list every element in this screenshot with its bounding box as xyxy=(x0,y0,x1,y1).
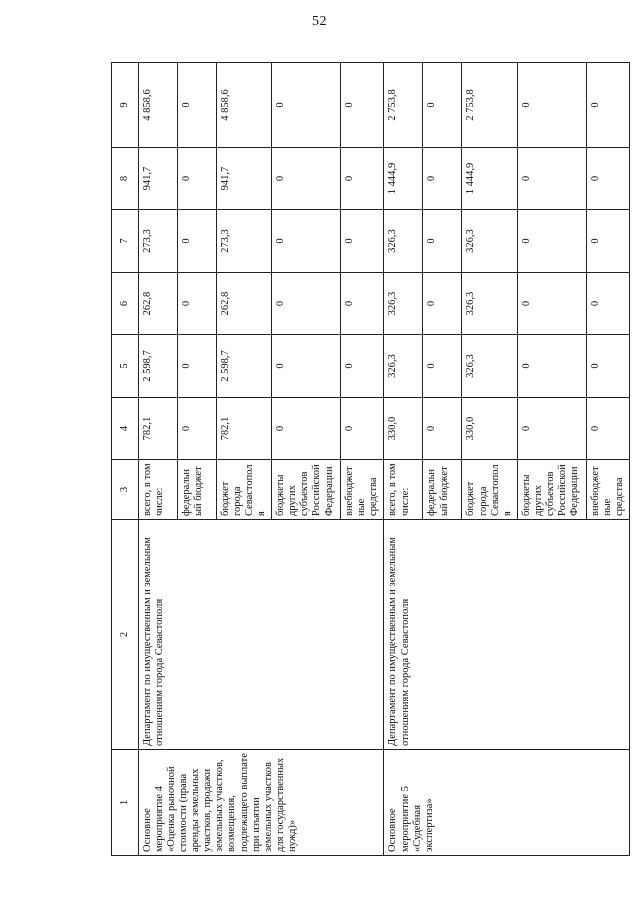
col-header-3: 3 xyxy=(112,460,139,520)
value-cell: 0 xyxy=(423,335,462,398)
value-cell: 0 xyxy=(423,273,462,335)
source-cell: внебюджетные средства xyxy=(586,460,629,520)
value-cell: 0 xyxy=(178,398,217,460)
value-cell: 0 xyxy=(423,148,462,210)
value-cell: 0 xyxy=(341,210,384,273)
value-cell: 0 xyxy=(586,63,629,148)
value-cell: 0 xyxy=(272,273,341,335)
source-cell: бюджеты других субъектов Российской Федерации xyxy=(517,460,586,520)
value-cell: 326,3 xyxy=(384,273,423,335)
value-cell: 0 xyxy=(517,63,586,148)
source-cell: федеральный бюджет xyxy=(178,460,217,520)
value-cell: 0 xyxy=(586,273,629,335)
col-header-4: 4 xyxy=(112,398,139,460)
source-cell: бюджет города Севастополя xyxy=(217,460,272,520)
value-cell: 1 444,9 xyxy=(462,148,517,210)
value-cell: 0 xyxy=(586,398,629,460)
header-row xyxy=(112,63,139,856)
value-cell: 0 xyxy=(517,335,586,398)
value-cell: 4 858,6 xyxy=(217,63,272,148)
funding-table xyxy=(111,62,630,856)
value-cell: 273,3 xyxy=(139,210,178,273)
value-cell: 0 xyxy=(178,148,217,210)
page-number: 52 xyxy=(312,14,327,29)
value-cell: 782,1 xyxy=(139,398,178,460)
value-cell: 326,3 xyxy=(462,335,517,398)
value-cell: 326,3 xyxy=(384,210,423,273)
value-cell: 0 xyxy=(272,335,341,398)
value-cell: 0 xyxy=(423,398,462,460)
value-cell: 2 598,7 xyxy=(217,335,272,398)
value-cell: 2 753,8 xyxy=(462,63,517,148)
value-cell: 0 xyxy=(423,210,462,273)
value-cell: 0 xyxy=(517,273,586,335)
source-cell: федеральный бюджет xyxy=(423,460,462,520)
value-cell: 0 xyxy=(341,335,384,398)
value-cell: 0 xyxy=(517,210,586,273)
value-cell: 330,0 xyxy=(384,398,423,460)
value-cell: 0 xyxy=(517,398,586,460)
value-cell: 0 xyxy=(586,148,629,210)
rotated-table-container xyxy=(111,63,625,856)
col-header-7: 7 xyxy=(112,210,139,273)
value-cell: 0 xyxy=(341,398,384,460)
col-header-5: 5 xyxy=(112,335,139,398)
value-cell: 2 598,7 xyxy=(139,335,178,398)
value-cell: 941,7 xyxy=(217,148,272,210)
value-cell: 0 xyxy=(178,335,217,398)
table-row xyxy=(139,63,178,856)
value-cell: 0 xyxy=(272,63,341,148)
value-cell: 0 xyxy=(178,273,217,335)
value-cell: 326,3 xyxy=(462,210,517,273)
event-cell: Основное мероприятие 5 «Судебная экспертиза» xyxy=(384,750,629,856)
value-cell: 4 858,6 xyxy=(139,63,178,148)
value-cell: 0 xyxy=(517,148,586,210)
value-cell: 262,8 xyxy=(139,273,178,335)
value-cell: 0 xyxy=(178,63,217,148)
value-cell: 782,1 xyxy=(217,398,272,460)
value-cell: 0 xyxy=(341,273,384,335)
executor-cell: Департамент по имущественным и земельным отношениям города Севастополя xyxy=(139,520,384,750)
value-cell: 0 xyxy=(272,148,341,210)
event-cell: Основное мероприятие 4 «Оценка рыночной стоимости (права аренды земельных участков, продажи земельных участков, возмещения, подлежащего выплате при изъятии земельных участков для государственных нужд)» xyxy=(139,750,384,856)
value-cell: 273,3 xyxy=(217,210,272,273)
value-cell: 0 xyxy=(341,63,384,148)
value-cell: 0 xyxy=(272,398,341,460)
source-cell: внебюджетные средства xyxy=(341,460,384,520)
value-cell: 0 xyxy=(178,210,217,273)
source-cell: всего, в том числе: xyxy=(384,460,423,520)
value-cell: 262,8 xyxy=(217,273,272,335)
value-cell: 0 xyxy=(423,63,462,148)
value-cell: 941,7 xyxy=(139,148,178,210)
value-cell: 326,3 xyxy=(462,273,517,335)
value-cell: 0 xyxy=(272,210,341,273)
source-cell: всего, в том числе: xyxy=(139,460,178,520)
source-cell: бюджет города Севастополя xyxy=(462,460,517,520)
value-cell: 1 444,9 xyxy=(384,148,423,210)
source-cell: бюджеты других субъектов Российской Федерации xyxy=(272,460,341,520)
table-row xyxy=(384,63,423,856)
col-header-6: 6 xyxy=(112,273,139,335)
value-cell: 0 xyxy=(586,210,629,273)
value-cell: 0 xyxy=(586,335,629,398)
col-header-9: 9 xyxy=(112,63,139,148)
value-cell: 0 xyxy=(341,148,384,210)
col-header-1: 1 xyxy=(112,750,139,856)
col-header-2: 2 xyxy=(112,520,139,750)
value-cell: 326,3 xyxy=(384,335,423,398)
value-cell: 2 753,8 xyxy=(384,63,423,148)
value-cell: 330,0 xyxy=(462,398,517,460)
executor-cell: Департамент по имущественным и земельным отношениям города Севастополя xyxy=(384,520,629,750)
col-header-8: 8 xyxy=(112,148,139,210)
